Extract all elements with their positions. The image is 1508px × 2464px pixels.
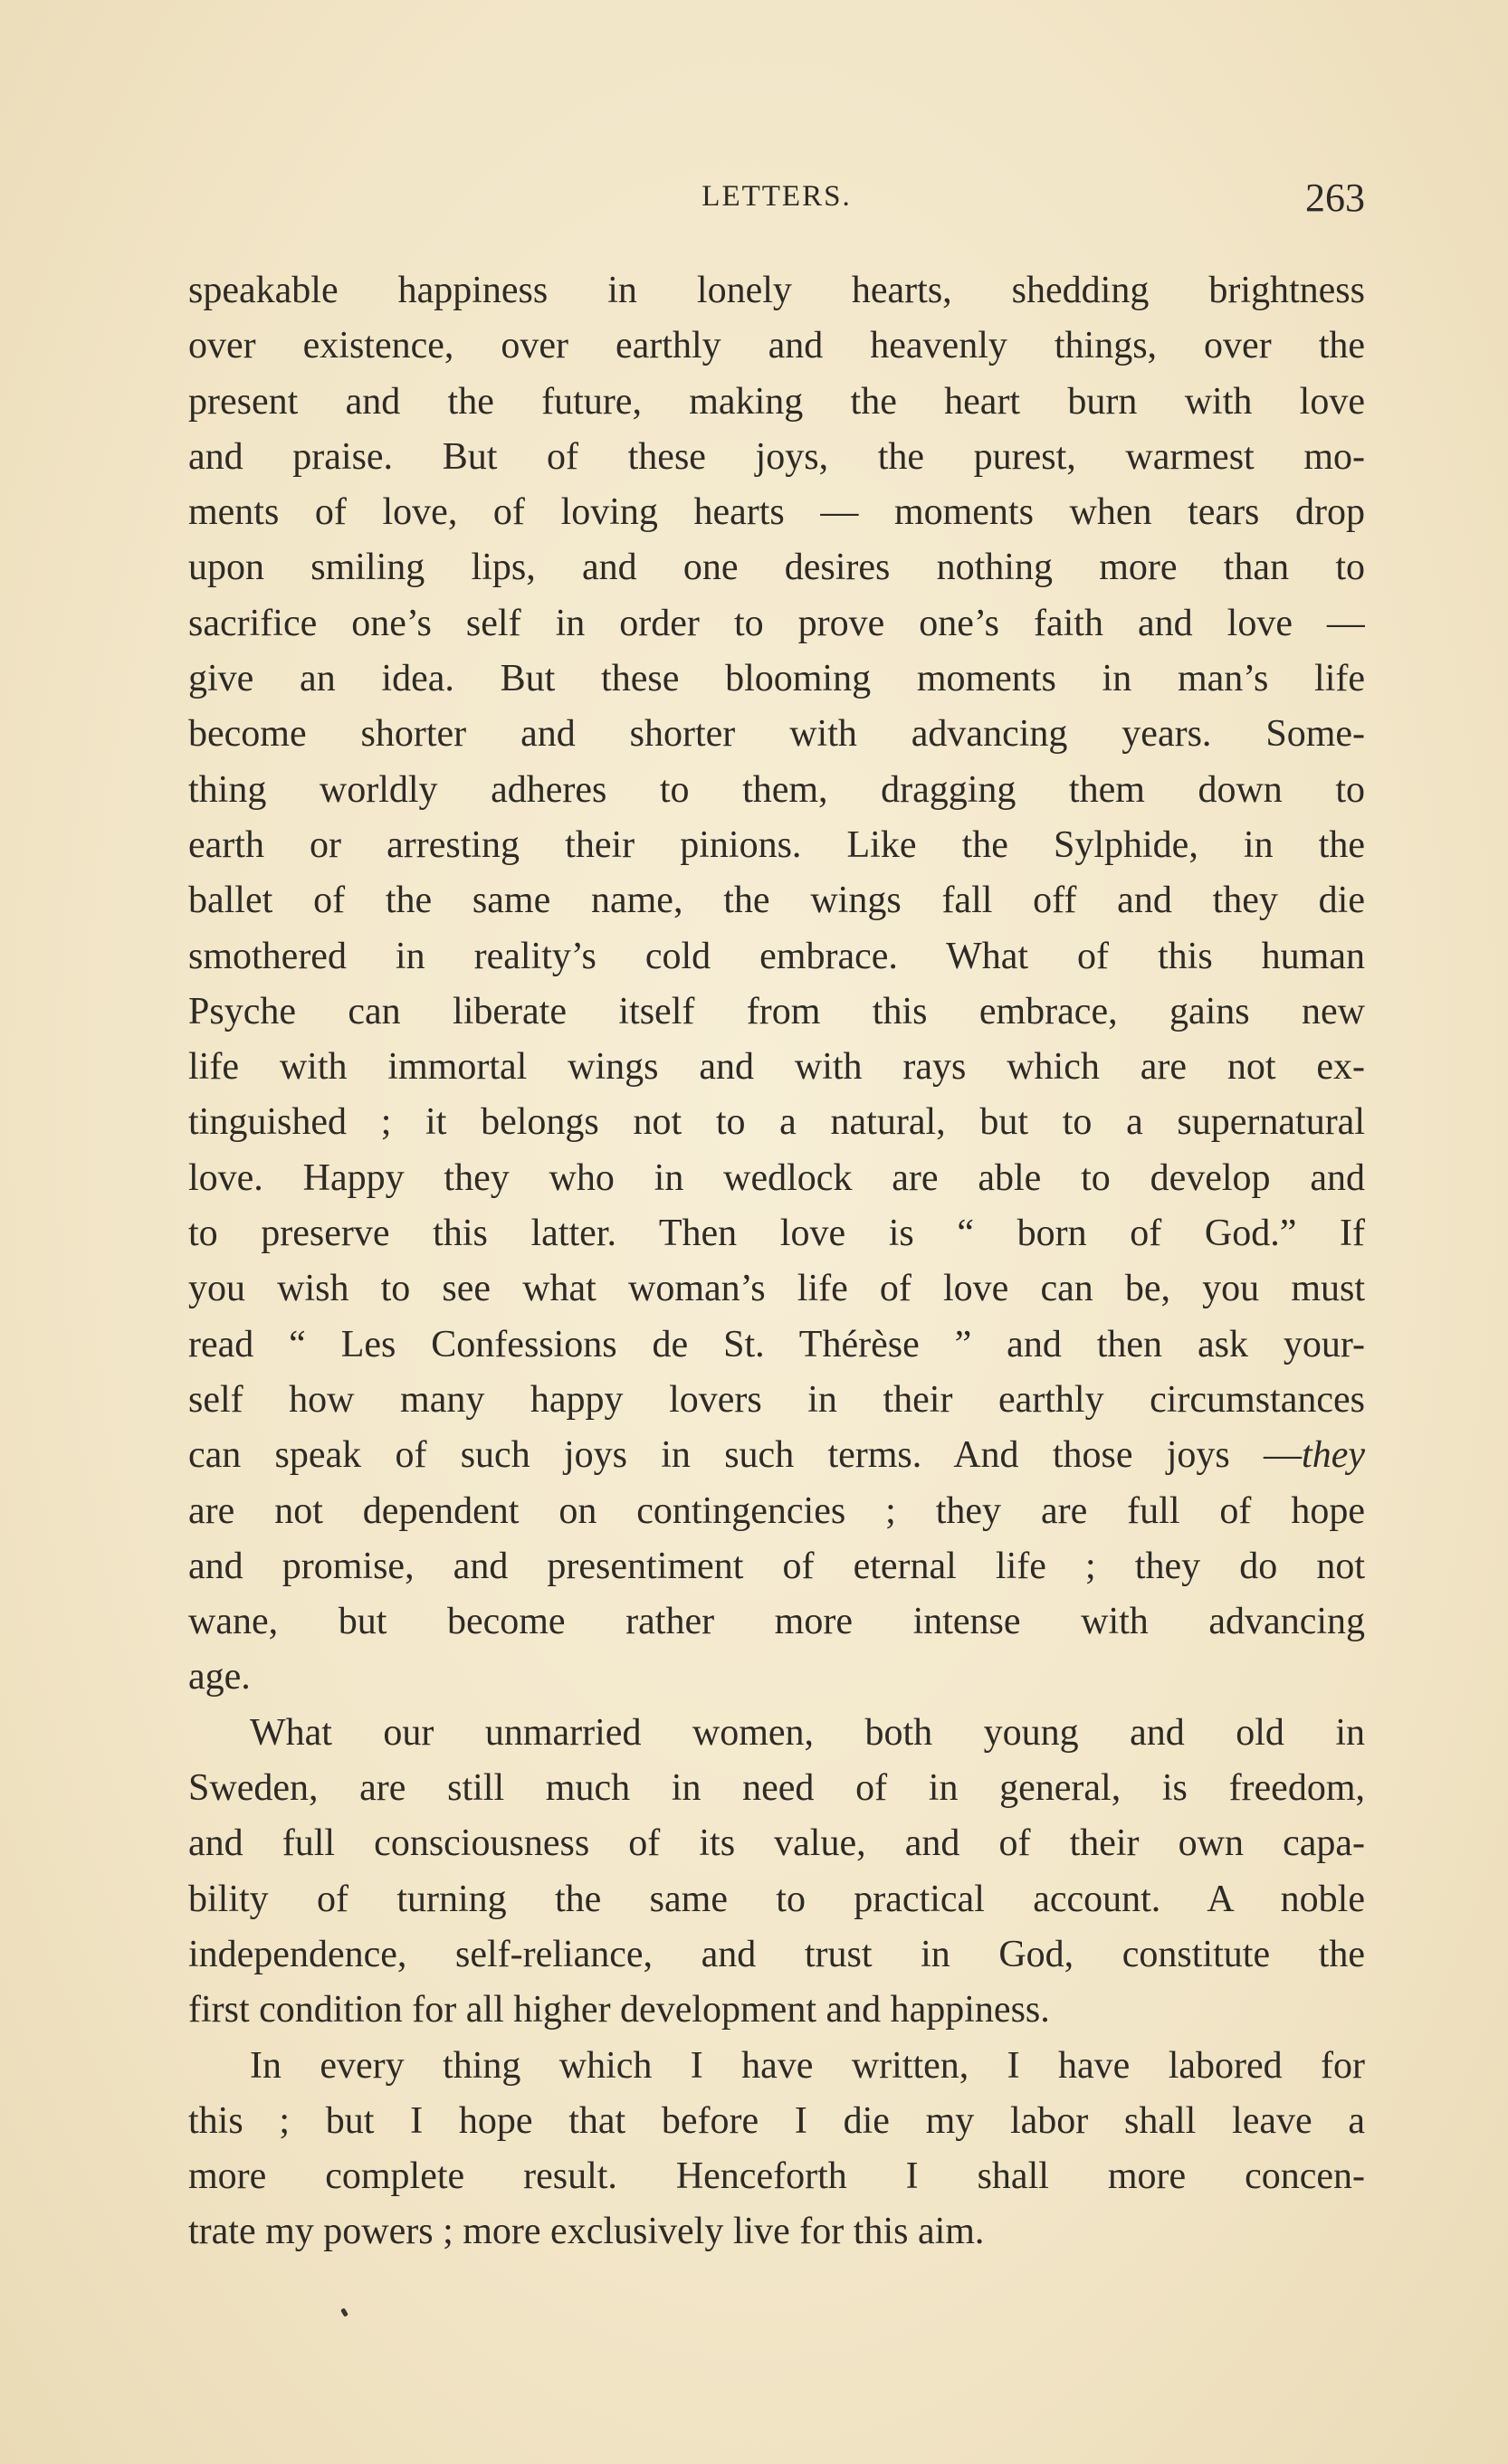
ink-speck (340, 2307, 348, 2317)
text-line: this ; but I hope that before I die my labor shall leave a (188, 2099, 1365, 2142)
text-line: and praise. But of these joys, the purest, warmest mo- (188, 435, 1365, 478)
text-line: tinguished ; it belongs not to a natural, but to a supernatural (188, 1101, 1365, 1144)
page-number: 263 (1305, 176, 1365, 220)
text-segment: can speak of such joys in such terms. And those joys — (188, 1434, 1303, 1477)
text-line: sacrifice one’s self in order to prove one’s faith and love — (188, 602, 1365, 644)
text-line: ballet of the same name, the wings fall off and they die (188, 880, 1365, 922)
text-line: speakable happiness in lonely hearts, shedding brightness (188, 270, 1365, 311)
text-line: over existence, over earthly and heavenly things, over the (188, 325, 1365, 367)
text-line: thing worldly adheres to them, dragging them down to (188, 768, 1365, 811)
text-line: In every thing which I have written, I have labored for (250, 2044, 1365, 2087)
text-line: are not dependent on contingencies ; they are full of hope (188, 1489, 1365, 1532)
text-line: and full consciousness of its value, and of their own capa- (188, 1822, 1365, 1865)
text-line: you wish to see what woman’s life of love can be, you must (188, 1268, 1365, 1310)
text-line: trate my powers ; more exclusively live for this aim. (188, 2211, 985, 2253)
text-line: present and the future, making the heart burn with love (188, 380, 1365, 423)
running-head (188, 176, 1365, 222)
text-line: age. (188, 1656, 251, 1698)
text-line: upon smiling lips, and one desires nothing more than to (188, 547, 1365, 589)
text-line-with-italic (188, 1428, 1365, 1483)
text-line: smothered in reality’s cold embrace. What of this human (188, 935, 1365, 977)
running-title: LETTERS. (702, 180, 852, 213)
text-line: more complete result. Henceforth I shall more concen- (188, 2155, 1365, 2198)
text-line: first condition for all higher development and happiness. (188, 1989, 1050, 2031)
text-line: life with immortal wings and with rays which are not ex- (188, 1046, 1365, 1089)
text-line: give an idea. But these blooming moments in man’s life (188, 658, 1365, 700)
text-line: self how many happy lovers in their earthly circumstances (188, 1378, 1365, 1421)
text-line: ments of love, of loving hearts — moments when tears drop (188, 491, 1365, 534)
text-line: become shorter and shorter with advancing years. Some- (188, 713, 1365, 756)
text-line: Sweden, are still much in need of in general, is freedom, (188, 1767, 1365, 1810)
text-line: independence, self-reliance, and trust in God, constitute the (188, 1933, 1365, 1975)
text-line: earth or arresting their pinions. Like the Sylphide, in the (188, 823, 1365, 866)
text-line: bility of turning the same to practical account. A noble (188, 1878, 1365, 1920)
text-line: to preserve this latter. Then love is “ born of God.” If (188, 1213, 1365, 1255)
text-line: What our unmarried women, both young and old in (250, 1711, 1365, 1754)
text-line: wane, but become rather more intense with advancing (188, 1601, 1365, 1643)
text-line: read “ Les Confessions de St. Thérèse ” and then ask your- (188, 1323, 1365, 1365)
text-line: and promise, and presentiment of eternal life ; they do not (188, 1545, 1365, 1587)
text-line: love. Happy they who in wedlock are able to develop and (188, 1156, 1365, 1199)
italic-word: they (1302, 1434, 1365, 1477)
body-text (188, 263, 1365, 2260)
text-line: Psyche can liberate itself from this embrace, gains new (188, 990, 1365, 1032)
